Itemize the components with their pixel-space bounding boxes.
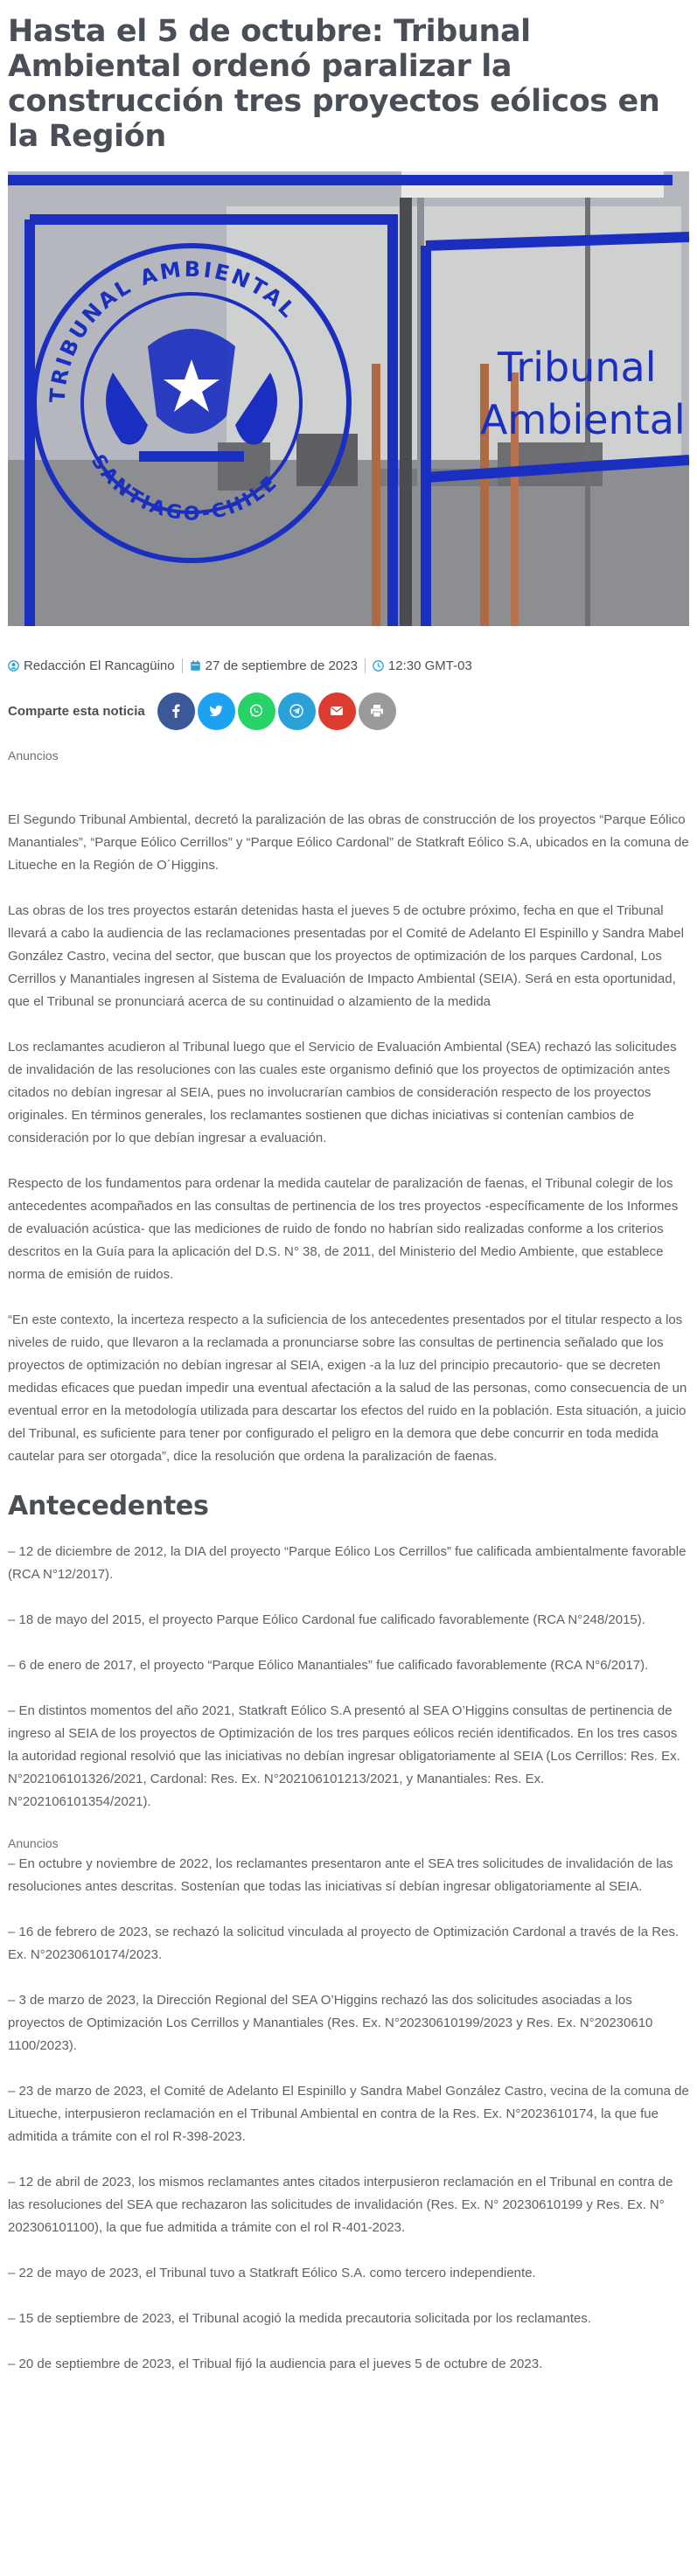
article-paragraph: Las obras de los tres proyectos estarán detenidas hasta el jueves 5 de octubre próximo, fecha en que el Tribunal llevará a cabo la audiencia de las reclamaciones presentadas por el Comité de Adelanto El Espinillo y Sandra Mabel González Castro, vecina del sector, que buscan que los proyectos de optimización de los parques Cardonal, Los Cerrillos y Manantiales ingresen al Sistema de Evaluación de Impacto Ambiental (SEIA). Será en esta oportunidad, que el Tribunal se pronunciará acerca de su continuidad o alzamiento de la medida xyxy=(8,903,684,1009)
publish-date: 27 de septiembre de 2023 xyxy=(205,658,358,673)
antecedente-item: – 20 de septiembre de 2023, el Tribual fijó la audiencia para el jueves 5 de octubre de 2023. xyxy=(8,2357,543,2371)
whatsapp-icon xyxy=(249,704,263,718)
glass-text-tribunal: Tribunal xyxy=(498,344,657,391)
antecedente-item: – 22 de mayo de 2023, el Tribunal tuvo a Statkraft Eólico S.A. como tercero independiente. xyxy=(8,2266,536,2280)
article-body xyxy=(8,809,689,2376)
seal-text-bottom: SANTIAGO-CHILE xyxy=(86,450,283,526)
user-circle-icon xyxy=(8,660,19,672)
antecedente-item: – 12 de abril de 2023, los mismos reclamantes antes citados interpusieron reclamación en el Tribunal en contra de las resoluciones del SEA que rechazaron las solicitudes de invalidación (Res. Ex. N° 20230610199 y Res. Ex. N° 202306101100), la que fue admitida a trámite con el rol R-401-2023. xyxy=(8,2175,673,2235)
antecedente-item: – 12 de diciembre de 2012, la DIA del proyecto “Parque Eólico Los Cerrillos” fue calificada ambientalmente favorable (RCA N°12/2017). xyxy=(8,1544,687,1582)
email-icon xyxy=(330,704,344,718)
ads-label: Anuncios xyxy=(8,748,59,762)
share-whatsapp-button[interactable] xyxy=(238,693,275,730)
hero-image xyxy=(8,171,689,626)
antecedente-item: – 23 de marzo de 2023, el Comité de Adelanto El Espinillo y Sandra Mabel González Castro, vecina de la comuna de Litueche, interpusieron reclamación en el Tribunal Ambiental en contra de la Res. Ex. N°2023610174, la que fue admitida a trámite con el rol R-398-2023. xyxy=(8,2084,689,2144)
meta-divider xyxy=(365,658,366,673)
telegram-icon xyxy=(289,704,303,718)
antecedente-item: – En octubre y noviembre de 2022, los reclamantes presentaron ante el SEA tres solicitudes de invalidación de las resoluciones antes descritas. Sostenían que todas las iniciativas sí debían ingresar obligatoriamente al SEIA. xyxy=(8,1856,673,1894)
twitter-icon xyxy=(209,704,223,718)
share-label: Comparte esta noticia xyxy=(8,703,145,719)
antecedente-item: – 15 de septiembre de 2023, el Tribunal acogió la medida precautoria solicitada por los reclamantes. xyxy=(8,2311,592,2326)
article-paragraph: Respecto de los fundamentos para ordenar la medida cautelar de paralización de faenas, el Tribunal colegir de los antecedentes acompañados en las consultas de pertinencia de los tres proyectos -específicamente de los Informes de evaluación acústica- que las mediciones de ruido de fondo no habrían sido realizadas conforme a los criterios descritos en la Guía para la aplicación del D.S. N° 38, de 2011, del Ministerio del Medio Ambiente, que establece norma de emisión de ruidos. xyxy=(8,1176,679,1282)
glass-text-ambiental: Ambiental xyxy=(480,396,686,443)
section-title-antecedentes: Antecedentes xyxy=(8,1491,209,1521)
share-facebook-button[interactable] xyxy=(157,693,195,730)
share-email-button[interactable] xyxy=(318,693,356,730)
article-paragraph: Los reclamantes acudieron al Tribunal luego que el Servicio de Evaluación Ambiental (SEA) rechazó las solicitudes de invalidación de las resoluciones con las cuales este organismo definió que los proyectos de optimización antes citados no debían ingresar al SEIA, pues no involucrarían cambios de consideración respecto de los proyectos originales. En términos generales, los reclamantes sostienen que dichas iniciativas si contenían cambios de consideración por lo que debían ingresar a evaluación. xyxy=(8,1040,677,1145)
print-icon xyxy=(370,704,384,718)
share-twitter-button[interactable] xyxy=(198,693,235,730)
antecedente-item: – 3 de marzo de 2023, la Dirección Regional del SEA O’Higgins rechazó las dos solicitudes asociadas a los proyectos de Optimización Los Cerrillos y Manantiales (Res. Ex. N°20230610199/2023 y Res. Ex. N°20230610​1100/2023). xyxy=(8,1993,653,2053)
ads-label-inline: Anuncios xyxy=(8,1836,59,1850)
clock-icon xyxy=(373,660,384,672)
article-meta xyxy=(8,656,689,675)
share-print-button[interactable] xyxy=(359,693,396,730)
author-meta xyxy=(8,658,175,673)
publish-time: 12:30 GMT-03 xyxy=(387,658,472,673)
antecedente-item: – En distintos momentos del año 2021, Statkraft Eólico S.A presentó al SEA O’Higgins consultas de pertinencia de ingreso al SEIA de los proyectos de Optimización de los tres parques eólicos recién identificados. En los tres casos la autoridad regional resolvió que las iniciativas no debían ingresar obligatoriamente al SEIA (Los Cerrillos: Res. Ex. N°202106101326/2021, Cardonal: Res. Ex. N°202106101213/2021, y Manantiales: Res. Ex. N°202106101354/2021). xyxy=(8,1703,680,1809)
article-paragraph: El Segundo Tribunal Ambiental, decretó la paralización de las obras de construcción de los proyectos “Parque Eólico Manantiales”, “Parque Eólico Cerrillos” y “Parque Eólico Cardonal” de Statkraft Eólico S.A, ubicados en la comuna de Litueche en la Región de O´Higgins. xyxy=(8,812,689,873)
article-paragraph: “En este contexto, la incerteza respecto a la suficiencia de los antecedentes presentados por el titular respecto a los niveles de ruido, que llevaron a la reclamada a pronunciarse sobre las consultas de pertinencia señalado que los proyectos de optimización no debían ingresar al SEIA, exigen -a la luz del principio precautorio- que se decreten medidas eficaces que puedan impedir una eventual afectación a la salud de las personas, como consecuencia de un eventual error en la metodología utilizada para descartar los efectos del ruido en la población. Esta situación, a juicio del Tribunal, es suficiente para tener por configurado el peligro en la demora que debe concurrir en toda medida cautelar para ser otorgada”, dice la resolución que ordena la paralización de faenas. xyxy=(8,1312,687,1464)
share-telegram-button[interactable] xyxy=(278,693,316,730)
calendar-icon xyxy=(190,660,201,672)
antecedente-item: – 6 de enero de 2017, el proyecto “Parque Eólico Manantiales” fue calificado favorablemente (RCA N°6/2017). xyxy=(8,1658,649,1673)
article-title: Hasta el 5 de octubre: Tribunal Ambiental ordenó paralizar la construcción tres proyectos eólicos en la Región xyxy=(8,14,660,154)
facebook-icon xyxy=(169,704,183,718)
share-bar xyxy=(8,693,689,729)
meta-divider xyxy=(182,658,183,673)
antecedente-item: – 18 de mayo del 2015, el proyecto Parque Eólico Cardonal fue calificado favorablemente (RCA N°248/2015). xyxy=(8,1612,645,1627)
author-name[interactable]: Redacción El Rancagüino xyxy=(24,658,175,673)
hero-illustration xyxy=(8,171,689,626)
time-meta xyxy=(373,658,472,673)
seal-text-top: TRIBUNAL AMBIENTAL xyxy=(45,256,302,404)
date-meta xyxy=(190,658,358,673)
antecedente-item: – 16 de febrero de 2023, se rechazó la solicitud vinculada al proyecto de Optimización Cardonal a través de la Res. Ex. N°20230610174/2023. xyxy=(8,1925,680,1962)
